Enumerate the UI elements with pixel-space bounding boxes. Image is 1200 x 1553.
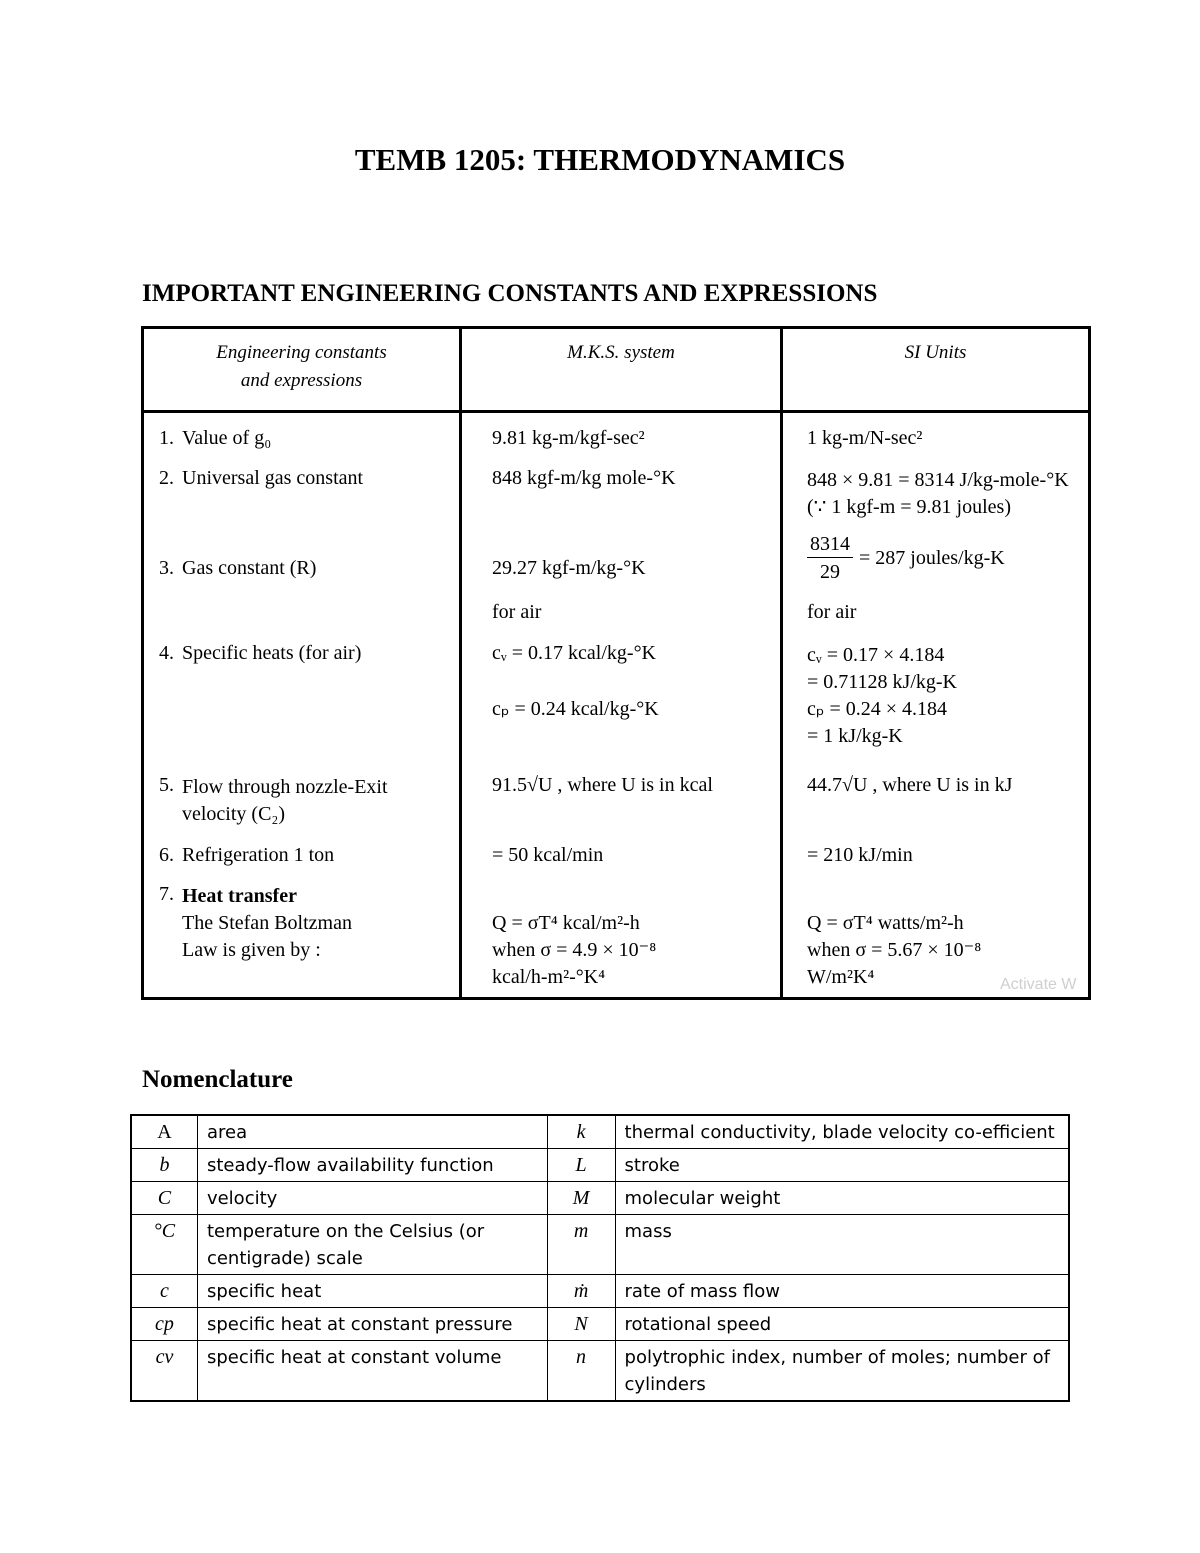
table-row xyxy=(131,1275,1069,1308)
definition: specific heat at constant volume xyxy=(197,1341,547,1402)
row1-label: 1. Value of g₀ xyxy=(159,427,272,449)
row2-mks: 848 kgf-m/kg mole-°K xyxy=(492,467,676,489)
header-constants-line2: and expressions xyxy=(240,370,363,391)
definition: area xyxy=(197,1115,547,1149)
row1-si: 1 kg-m/N-sec² xyxy=(807,427,923,449)
symbol: C xyxy=(131,1182,197,1215)
definition: mass xyxy=(615,1215,1069,1275)
table-row xyxy=(131,1182,1069,1215)
symbol: n xyxy=(547,1341,615,1402)
table-row xyxy=(131,1215,1069,1275)
row3-mks: 29.27 kgf-m/kg-°K xyxy=(492,557,646,579)
row3-mks-note: for air xyxy=(492,601,542,623)
row4-mks-cp: cₚ = 0.24 kcal/kg-°K xyxy=(492,698,659,720)
col-si xyxy=(782,412,1090,999)
row1-mks: 9.81 kg-m/kgf-sec² xyxy=(492,427,645,449)
row3-si: $\frac{8314}{29}$ = 287 joules/kg-K xyxy=(807,531,1005,586)
definition: specific heat xyxy=(197,1275,547,1308)
definition: temperature on the Celsius (or centigrade) scale xyxy=(197,1215,547,1275)
row7-mks: Q = σT⁴ kcal/m²-h when σ = 4.9 × 10⁻⁸ kcal/h-m²-°K⁴ xyxy=(492,912,657,988)
document-title: TEMB 1205: THERMODYNAMICS xyxy=(354,142,846,177)
symbol: ṁ xyxy=(547,1275,615,1308)
definition: stroke xyxy=(615,1149,1069,1182)
symbol: c xyxy=(131,1275,197,1308)
definition: specific heat at constant pressure xyxy=(197,1308,547,1341)
symbol: cp xyxy=(131,1308,197,1341)
constants-table xyxy=(141,326,1091,1000)
row5-label: 5. Flow through nozzle-Exit velocity (C₂) xyxy=(159,774,388,825)
definition: molecular weight xyxy=(615,1182,1069,1215)
symbol: L xyxy=(547,1149,615,1182)
col-constants xyxy=(143,412,461,999)
header-mks: M.K.S. system xyxy=(461,328,782,412)
col-mks xyxy=(461,412,782,999)
row4-mks-cv: cᵥ = 0.17 kcal/kg-°K xyxy=(492,642,657,664)
row4-si: cᵥ = 0.17 × 4.184 = 0.71128 kJ/kg-K cₚ = 0.24 × 4.184 = 1 kJ/kg-K xyxy=(807,644,957,747)
definition: velocity xyxy=(197,1182,547,1215)
row4-label: 4. Specific heats (for air) xyxy=(159,642,362,664)
header-constants xyxy=(143,328,461,412)
section-heading: IMPORTANT ENGINEERING CONSTANTS AND EXPRESSIONS xyxy=(142,280,878,307)
row2-label: 2. Universal gas constant xyxy=(159,467,364,489)
table-row xyxy=(131,1149,1069,1182)
row5-si: 44.7√U , where U is in kJ xyxy=(807,774,1013,796)
symbol: cv xyxy=(131,1341,197,1402)
symbol: k xyxy=(547,1115,615,1149)
header-constants-line1: Engineering constants xyxy=(216,342,387,363)
header-si: SI Units xyxy=(782,328,1090,412)
row5-mks: 91.5√U , where U is in kcal xyxy=(492,774,713,796)
table-row xyxy=(131,1308,1069,1341)
symbol: °C xyxy=(131,1215,197,1275)
nomenclature-table xyxy=(130,1114,1070,1402)
table-row xyxy=(131,1341,1069,1402)
table-row xyxy=(131,1115,1069,1149)
row6-si: = 210 kJ/min xyxy=(807,844,913,866)
row3-si-note: for air xyxy=(807,601,857,623)
row3-label: 3. Gas constant (R) xyxy=(159,557,317,579)
symbol: m xyxy=(547,1215,615,1275)
definition: rotational speed xyxy=(615,1308,1069,1341)
row2-si: 848 × 9.81 = 8314 J/kg-mole-°K (∵ 1 kgf-m = 9.81 joules) xyxy=(807,469,1069,518)
constants-header-row xyxy=(143,328,1090,412)
definition: rate of mass flow xyxy=(615,1275,1069,1308)
constants-body xyxy=(143,412,1090,999)
row6-label: 6. Refrigeration 1 ton xyxy=(159,844,335,866)
symbol: b xyxy=(131,1149,197,1182)
row6-mks: = 50 kcal/min xyxy=(492,844,604,866)
row7-si: Q = σT⁴ watts/m²-h when σ = 5.67 × 10⁻⁸ W/m²K⁴ xyxy=(807,912,982,988)
row7-label: 7. Heat transfer The Stefan Boltzman Law is given by : xyxy=(159,883,352,961)
definition: polytrophic index, number of moles; number of cylinders xyxy=(615,1341,1069,1402)
symbol: M xyxy=(547,1182,615,1215)
nomenclature-heading: Nomenclature xyxy=(142,1066,293,1093)
row3-si-fraction: $\frac{8314}{29}$ xyxy=(807,531,853,586)
definition: steady-flow availability function xyxy=(197,1149,547,1182)
definition: thermal conductivity, blade velocity co-efficient xyxy=(615,1115,1069,1149)
symbol: A xyxy=(131,1115,197,1149)
activation-watermark: Activate W xyxy=(1000,976,1077,993)
symbol: N xyxy=(547,1308,615,1341)
